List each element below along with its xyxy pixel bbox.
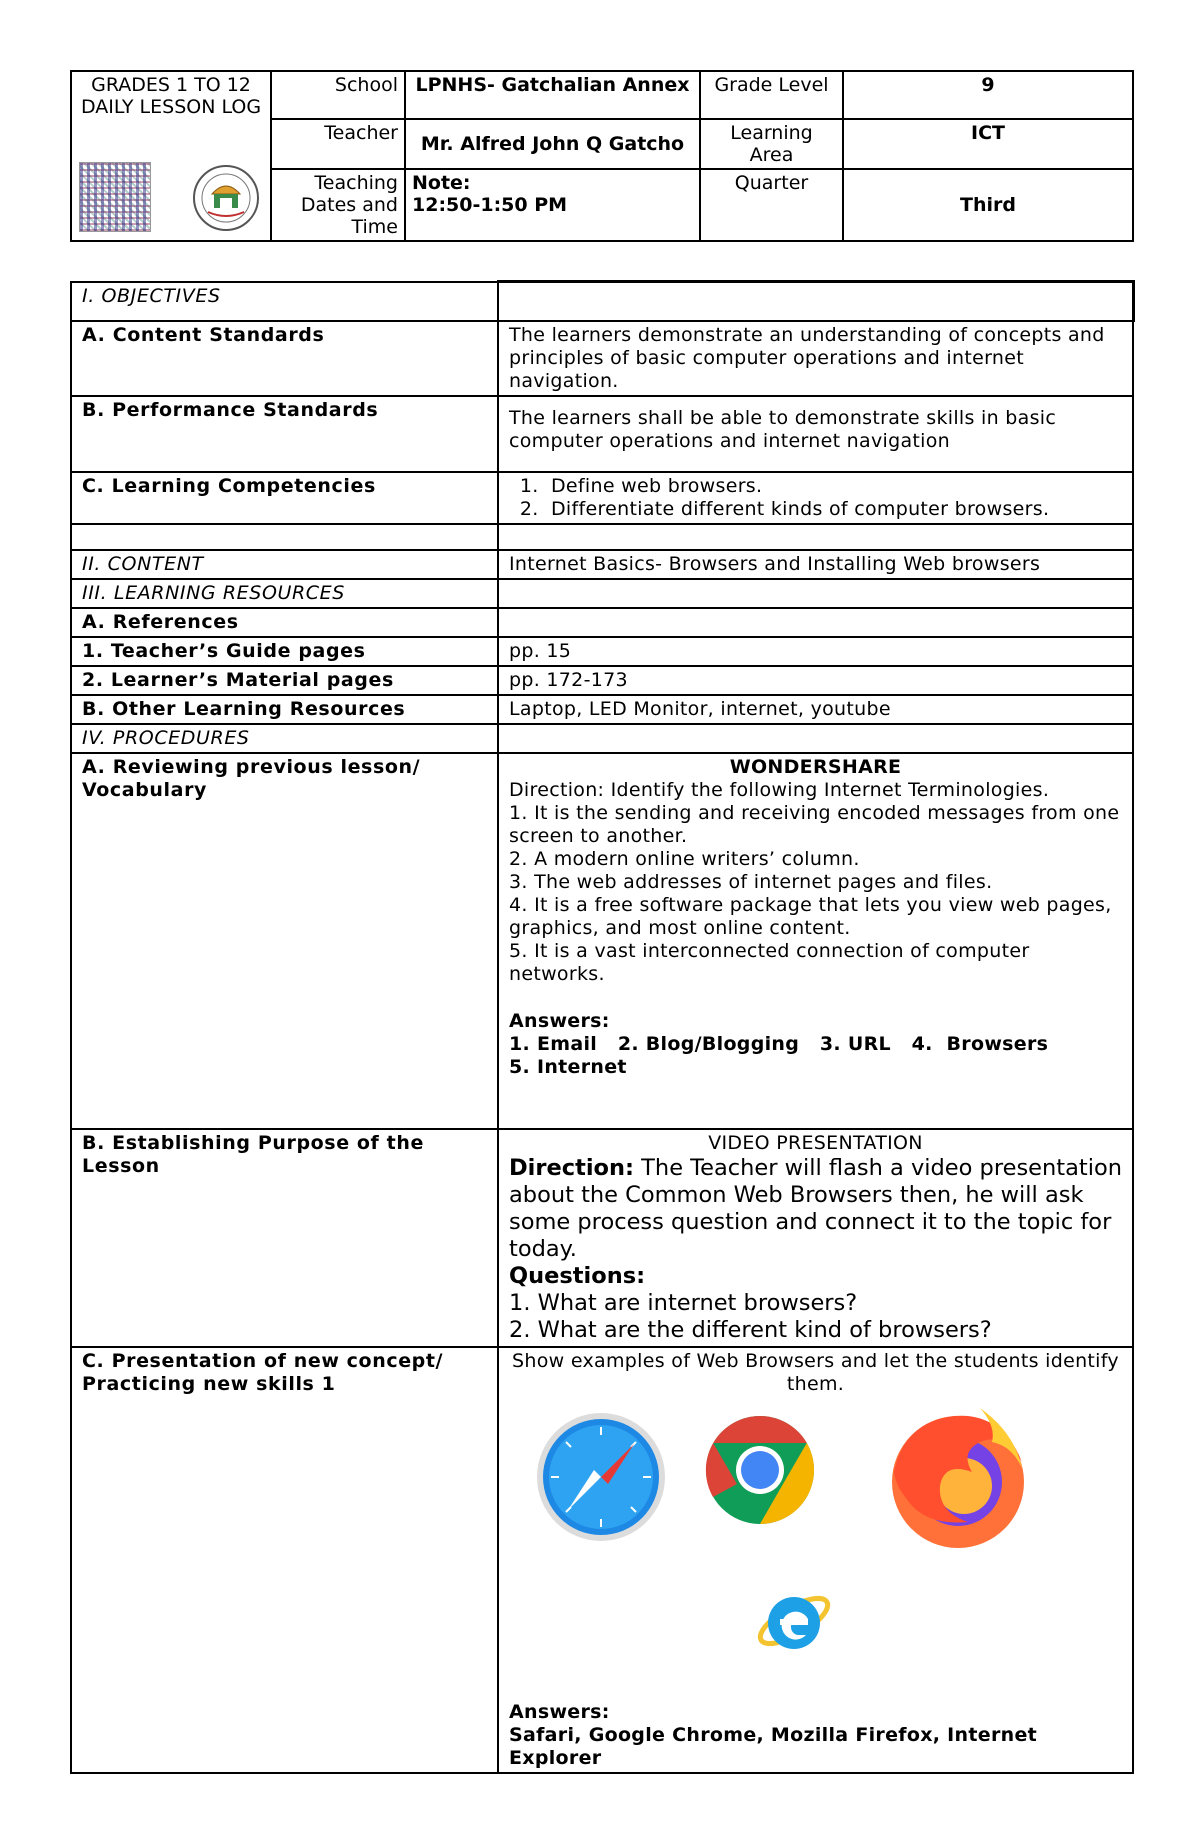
learners-material-value: pp. 172-173 xyxy=(498,666,1133,695)
table-row xyxy=(71,1347,1133,1773)
objectives-blank xyxy=(498,282,1133,321)
review-answers-line1: 1. Email 2. Blog/Blogging 3. URL 4. Browsers xyxy=(509,1032,1049,1055)
table-row xyxy=(71,524,1133,550)
chrome-icon xyxy=(704,1414,816,1526)
quarter-value: Third xyxy=(843,169,1133,241)
purpose-direction-text: The Teacher will flash a video presentation about the Common Web Browsers then, he will ask some process question and connect it to the topic for today. xyxy=(509,1154,1122,1262)
performance-standards-text: The learners shall be able to demonstrate skills in basic computer operations and internet navigation xyxy=(498,396,1133,472)
teaching-dates-note: Note: xyxy=(412,172,471,194)
teachers-guide-value: pp. 15 xyxy=(498,637,1133,666)
table-row xyxy=(71,282,1133,321)
content-standards-label: A. Content Standards xyxy=(71,321,498,396)
table-row xyxy=(71,321,1133,396)
dll-title-line2: DAILY LESSON LOG xyxy=(80,96,262,118)
learning-area-label: Learning Area xyxy=(700,119,843,169)
teaching-dates-cell xyxy=(405,169,700,241)
lesson-table xyxy=(70,280,1135,1774)
learners-material-label: 2. Learner’s Material pages xyxy=(71,666,498,695)
purpose-question-2: 2. What are the different kind of browsers? xyxy=(509,1316,992,1343)
purpose-cell xyxy=(498,1129,1133,1347)
teachers-guide-label: 1. Teacher’s Guide pages xyxy=(71,637,498,666)
firefox-icon xyxy=(884,1402,1032,1550)
list-item: 2. A modern online writers’ column. xyxy=(509,847,860,870)
review-answers-line2: 5. Internet xyxy=(509,1055,627,1078)
qr-code-icon xyxy=(79,162,151,232)
table-row xyxy=(71,724,1133,753)
blank-cell xyxy=(498,579,1133,608)
review-answers-label: Answers: xyxy=(509,1009,610,1032)
other-resources-label: B. Other Learning Resources xyxy=(71,695,498,724)
purpose-label: B. Establishing Purpose of the Lesson xyxy=(71,1129,498,1347)
references-label: A. References xyxy=(71,608,498,637)
header-table xyxy=(70,70,1134,242)
other-resources-value: Laptop, LED Monitor, internet, youtube xyxy=(498,695,1133,724)
purpose-direction-label: Direction: xyxy=(509,1154,635,1181)
procedures-heading: IV. PROCEDURES xyxy=(71,724,498,753)
school-label: School xyxy=(271,71,405,119)
purpose-direction xyxy=(509,1155,1122,1263)
list-item: 2. Differentiate different kinds of computer browsers. xyxy=(545,498,1122,521)
table-row xyxy=(71,608,1133,637)
presentation-cell xyxy=(498,1347,1133,1773)
table-row xyxy=(71,550,1133,579)
list-item: 1. It is the sending and receiving encoded messages from one screen to another. xyxy=(509,801,1120,847)
table-row xyxy=(71,637,1133,666)
presentation-answers-label: Answers: xyxy=(509,1700,610,1723)
review-title: WONDERSHARE xyxy=(729,755,902,778)
table-row xyxy=(71,695,1133,724)
teacher-label: Teacher xyxy=(271,119,405,169)
review-direction: Direction: Identify the following Internet Terminologies. xyxy=(509,778,1050,801)
review-label: A. Reviewing previous lesson/ Vocabulary xyxy=(71,753,498,1129)
quarter-label: Quarter xyxy=(700,169,843,241)
table-row xyxy=(71,396,1133,472)
internet-explorer-icon xyxy=(754,1581,834,1661)
teaching-dates-value: 12:50-1:50 PM xyxy=(412,194,568,216)
school-value: LPNHS- Gatchalian Annex xyxy=(405,71,700,119)
learning-competencies-cell xyxy=(498,472,1133,524)
presentation-text: Show examples of Web Browsers and let the students identify them. xyxy=(512,1349,1119,1395)
grade-level-label: Grade Level xyxy=(700,71,843,119)
performance-standards-label: B. Performance Standards xyxy=(71,396,498,472)
teacher-value: Mr. Alfred John Q Gatcho xyxy=(405,119,700,169)
learning-resources-heading: III. LEARNING RESOURCES xyxy=(71,579,498,608)
review-cell xyxy=(498,753,1133,1129)
list-item: 5. It is a vast interconnected connection of computer networks. xyxy=(509,939,1030,985)
spacer-cell xyxy=(71,524,498,550)
content-text: Internet Basics- Browsers and Installing Web browsers xyxy=(498,550,1133,579)
list-item: 1. Define web browsers. xyxy=(545,475,1122,498)
dll-title-cell xyxy=(71,71,271,241)
list-item: 4. It is a free software package that lets you view web pages, graphics, and most online content. xyxy=(509,893,1112,939)
school-seal-icon xyxy=(192,164,260,232)
presentation-answers: Safari, Google Chrome, Mozilla Firefox, Internet Explorer xyxy=(509,1723,1038,1769)
table-row xyxy=(71,666,1133,695)
competency-list xyxy=(509,475,1122,521)
blank-cell xyxy=(498,724,1133,753)
content-standards-text: The learners demonstrate an understanding of concepts and principles of basic computer operations and internet navigation. xyxy=(498,321,1133,396)
learning-area-value: ICT xyxy=(843,119,1133,169)
table-row xyxy=(71,753,1133,1129)
browser-icons xyxy=(509,1396,1122,1701)
table-row xyxy=(71,472,1133,524)
grade-level-value: 9 xyxy=(843,71,1133,119)
dll-title-line1: GRADES 1 TO 12 xyxy=(91,74,251,96)
learning-competencies-label: C. Learning Competencies xyxy=(71,472,498,524)
spacer-cell xyxy=(498,524,1133,550)
safari-icon xyxy=(534,1410,668,1544)
table-row xyxy=(71,1129,1133,1347)
purpose-question-1: 1. What are internet browsers? xyxy=(509,1289,858,1316)
blank-cell xyxy=(498,608,1133,637)
teaching-dates-label: Teaching Dates and Time xyxy=(271,169,405,241)
table-row xyxy=(71,579,1133,608)
purpose-title: VIDEO PRESENTATION xyxy=(708,1131,923,1154)
objectives-heading: I. OBJECTIVES xyxy=(71,282,498,321)
list-item: 3. The web addresses of internet pages and files. xyxy=(509,870,993,893)
purpose-questions-label: Questions: xyxy=(509,1262,646,1289)
content-heading: II. CONTENT xyxy=(71,550,498,579)
presentation-label: C. Presentation of new concept/ Practicing new skills 1 xyxy=(71,1347,498,1773)
